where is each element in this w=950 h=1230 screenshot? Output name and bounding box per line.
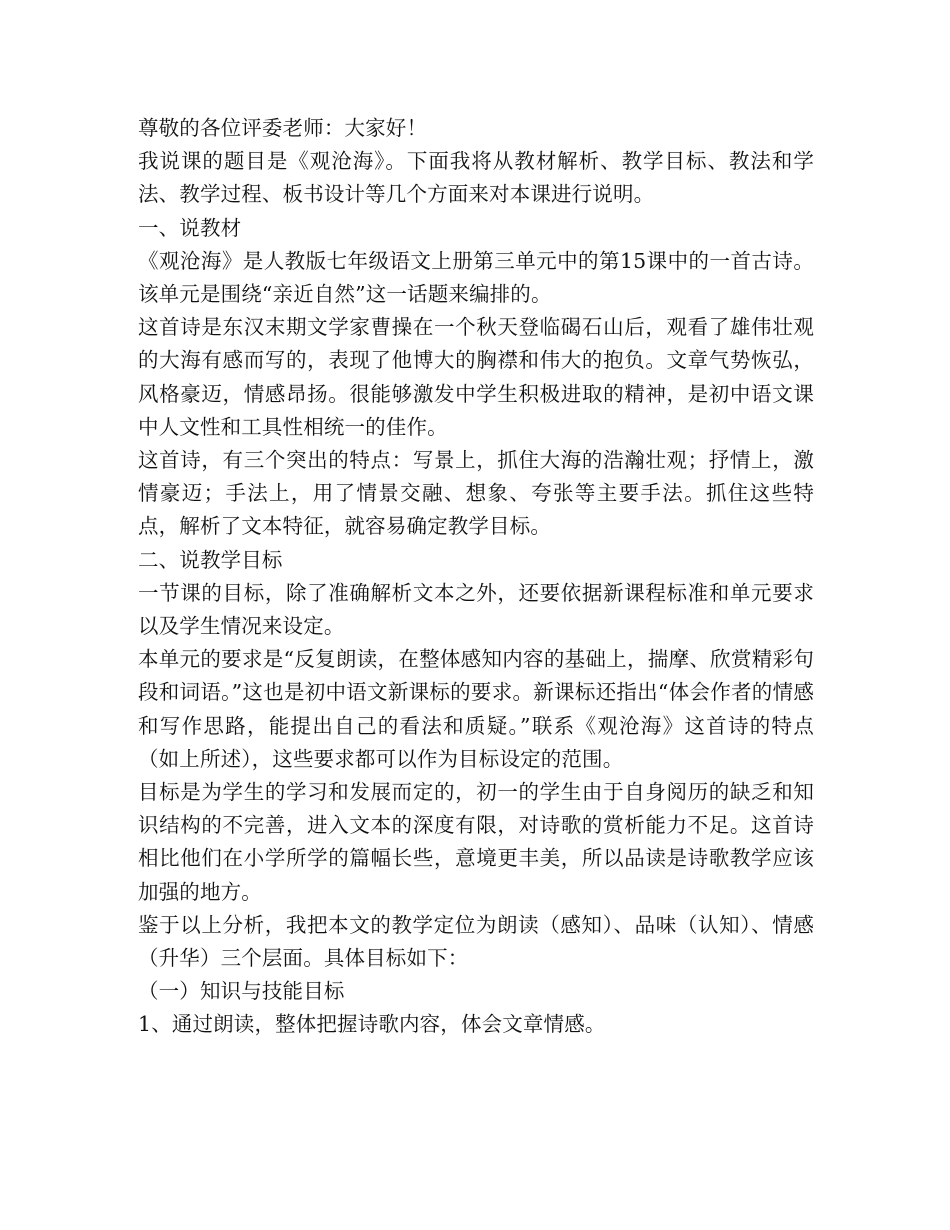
goals-paragraph-2: 本单元的要求是“反复朗读，在整体感知内容的基础上，揣摩、欣赏精彩句段和词语。”这也是初中语文新课标的要求。新课标还指出“体会作者的情感和写作思路，能提出自己的看法和质疑。”联系《观沧海》这首诗的特点（如上所述），这些要求都可以作为目标设定的范围。 bbox=[138, 647, 814, 771]
document-page bbox=[138, 112, 814, 1042]
list-item-1: 1、通过朗读，整体把握诗歌内容，体会文章情感。 bbox=[138, 1012, 606, 1037]
textbook-paragraph-1: 《观沧海》是人教版七年级语文上册第三单元中的第15课中的一首古诗。该单元是围绕“亲近自然”这一话题来编排的。 bbox=[138, 248, 814, 307]
goals-paragraph-3: 目标是为学生的学习和发展而定的，初一的学生由于自身阅历的缺乏和知识结构的不完善，进入文本的深度有限，对诗歌的赏析能力不足。这首诗相比他们在小学所学的篇幅长些，意境更丰美，所以品读是诗歌教学应该加强的地方。 bbox=[138, 780, 814, 904]
intro-paragraph: 我说课的题目是《观沧海》。下面我将从教材解析、教学目标、教法和学法、教学过程、板书设计等几个方面来对本课进行说明。 bbox=[138, 149, 814, 207]
textbook-paragraph-2: 这首诗是东汉末期文学家曹操在一个秋天登临碣石山后，观看了雄伟壮观的大海有感而写的，表现了他博大的胸襟和伟大的抱负。文章气势恢弘，风格豪迈，情感昂扬。很能够激发中学生积极进取的精神，是初中语文课中人文性和工具性相统一的佳作。 bbox=[138, 315, 814, 439]
textbook-paragraph-3: 这首诗，有三个突出的特点：写景上，抓住大海的浩瀚壮观；抒情上，激情豪迈；手法上，用了情景交融、想象、夸张等主要手法。抓住这些特点，解析了文本特征，就容易确定教学目标。 bbox=[138, 448, 814, 539]
subheading-knowledge-skills: （一）知识与技能目标 bbox=[138, 979, 345, 1004]
goals-paragraph-4: 鉴于以上分析，我把本文的教学定位为朗读（感知）、品味（认知）、情感（升华）三个层面。具体目标如下： bbox=[138, 912, 814, 971]
section-heading-textbook: 一、说教材 bbox=[138, 215, 242, 240]
goals-paragraph-1: 一节课的目标，除了准确解析文本之外，还要依据新课程标准和单元要求以及学生情况来设定。 bbox=[138, 580, 814, 639]
section-heading-goals: 二、说教学目标 bbox=[138, 547, 283, 572]
greeting: 尊敬的各位评委老师：大家好！ bbox=[138, 116, 428, 140]
